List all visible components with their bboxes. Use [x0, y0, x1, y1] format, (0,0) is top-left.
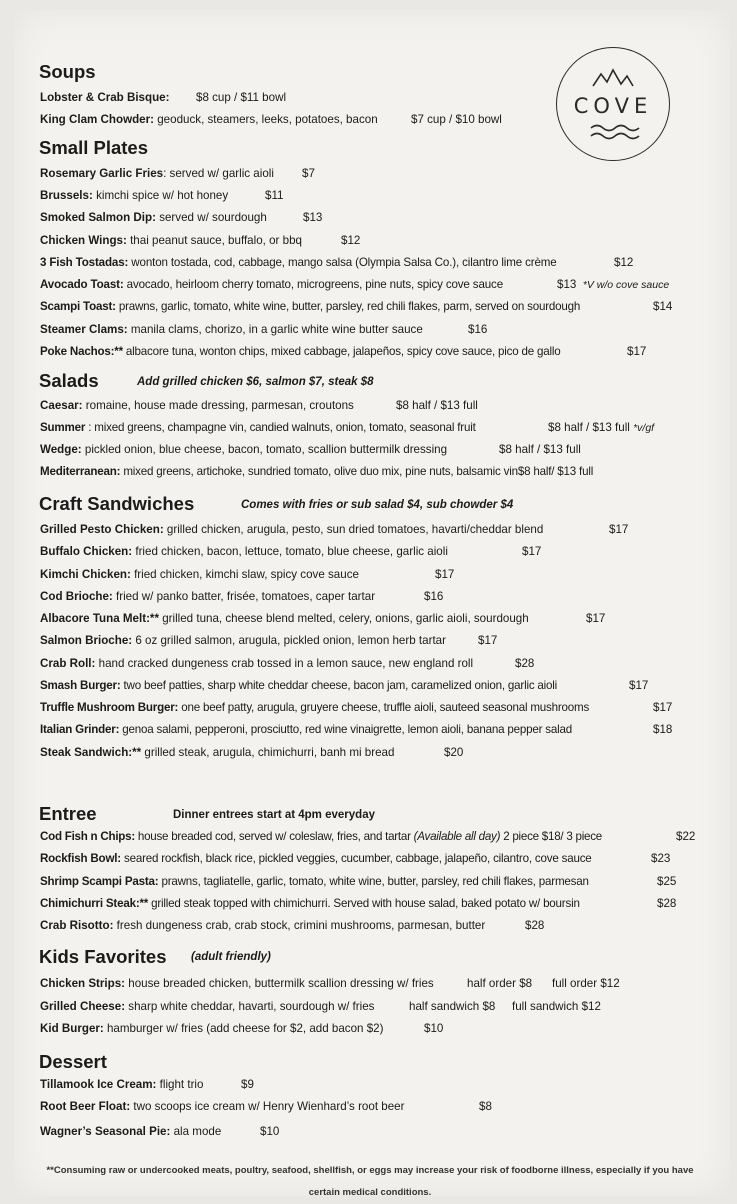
item-desc: one beef patty, arugula, gruyere cheese, truffle aioli, sauteed seasonal mushrooms [178, 701, 590, 714]
item-desc: hand cracked dungeness crab tossed in a lemon sauce, new england roll [95, 657, 474, 670]
item-price: $9 [241, 1078, 254, 1091]
menu-item [40, 746, 394, 759]
item-name: Steak Sandwich:** [40, 746, 142, 759]
menu-item [40, 91, 169, 104]
item-desc: wonton tostada, cod, cabbage, mango salsa (Olympia Salsa Co.), cilantro lime crème [128, 256, 557, 269]
menu-item [40, 612, 529, 625]
menu-item [40, 897, 580, 910]
item-price: $7 cup / $10 bowl [411, 113, 502, 126]
item-desc: prawns, tagliatelle, garlic, tomato, white wine, butter, parsley, red chili flakes, parmesan [158, 875, 589, 888]
item-desc: 6 oz grilled salmon, arugula, pickled onion, lemon herb tartar [132, 634, 446, 647]
disclaimer-line: certain medical conditions. [308, 1187, 432, 1198]
menu-item [40, 443, 447, 456]
disclaimer-line: **Consuming raw or undercooked meats, poultry, seafood, shellfish, or eggs may increase your risk of foodborne illness, especially if you have [46, 1165, 694, 1176]
section-title-small-plates: Small Plates [39, 137, 149, 158]
item-desc: flight trio [156, 1078, 204, 1091]
menu-item [40, 723, 572, 736]
menu-item [40, 977, 434, 990]
item-name: Chicken Strips: [40, 977, 126, 990]
item-name: Wedge: [40, 443, 82, 456]
item-name: Cod Fish n Chips: [40, 830, 135, 843]
menu-item [40, 657, 473, 670]
item-desc: fresh dungeness crab, crab stock, crimini mushrooms, parmesan, butter [113, 919, 486, 932]
item-name: 3 Fish Tostadas: [40, 256, 129, 269]
item-price: $12 [614, 256, 634, 269]
item-desc: avocado, heirloom cherry tomato, microgreens, pine nuts, spicy cove sauce [123, 278, 503, 291]
item-price: $25 [657, 875, 677, 888]
menu-item [40, 300, 580, 313]
section-title-salads: Salads [39, 370, 99, 391]
menu-item [40, 167, 274, 180]
item-price: $23 [651, 852, 671, 865]
item-price: $11 [265, 189, 284, 202]
item-name: King Clam Chowder: [40, 113, 155, 126]
section-title-entree: Entree [39, 803, 97, 824]
section-title-kids: Kids Favorites [39, 946, 167, 967]
menu-item [40, 278, 503, 291]
item-name: Buffalo Chicken: [40, 545, 133, 558]
item-price-value: $8 half / $13 full [548, 421, 630, 434]
item-price: $20 [444, 746, 464, 759]
item-option: full sandwich $12 [512, 1000, 601, 1013]
item-name: Grilled Pesto Chicken: [40, 523, 164, 536]
item-desc: grilled steak, arugula, chimichurri, banh mi bread [141, 746, 395, 759]
item-desc: : mixed greens, champagne vin, candied walnuts, onion, tomato, seasonal fruit [85, 421, 476, 434]
item-price: $28 [657, 897, 677, 910]
item-name: Lobster & Crab Bisque: [40, 91, 170, 104]
item-price: $22 [676, 830, 696, 843]
menu-item [40, 234, 302, 247]
item-name: Smoked Salmon Dip: [40, 211, 156, 224]
item-name: Steamer Clams: [40, 323, 128, 336]
item-name: Rockfish Bowl: [40, 852, 121, 865]
menu-item [40, 634, 446, 647]
item-price: $8 half / $13 full [499, 443, 581, 456]
item-name: Chimichurri Steak:** [40, 897, 149, 910]
menu-item [40, 545, 448, 558]
menu-item [40, 1022, 383, 1035]
item-desc: fried chicken, kimchi slaw, spicy cove sauce [130, 568, 359, 581]
menu-item [40, 568, 359, 581]
item-price: $8 [479, 1100, 492, 1113]
menu-item [40, 256, 557, 269]
menu-page [14, 10, 730, 1196]
menu-item [40, 211, 267, 224]
item-price: $16 [424, 590, 444, 603]
section-note: Comes with fries or sub salad $4, sub chowder $4 [241, 499, 514, 511]
item-name: Albacore Tuna Melt:** [40, 612, 159, 625]
item-note: *v/gf [633, 422, 655, 434]
menu-item [40, 852, 592, 865]
item-price: $10 [260, 1125, 280, 1138]
item-desc: geoduck, steamers, leeks, potatoes, bacon [154, 113, 378, 126]
item-price: $17 [653, 701, 673, 714]
menu-item [40, 323, 423, 336]
menu-item [40, 1125, 221, 1138]
item-name: Crab Risotto: [40, 919, 114, 932]
item-desc: albacore tuna, wonton chips, mixed cabbage, jalapeños, spicy cove sauce, pico de gallo [122, 345, 561, 358]
item-price: $8 half/ $13 full [517, 465, 594, 478]
item-name: Shrimp Scampi Pasta: [40, 875, 159, 888]
menu-item [40, 875, 589, 888]
item-desc: manila clams, chorizo, in a garlic white wine butter sauce [127, 323, 423, 336]
item-price: $17 [522, 545, 542, 558]
item-desc-portions: 2 piece $18/ 3 piece [500, 830, 602, 843]
menu-item [40, 830, 602, 843]
item-desc: hamburger w/ fries (add cheese for $2, add bacon $2) [103, 1022, 384, 1035]
item-name: Scampi Toast: [40, 300, 116, 313]
menu-item [40, 345, 561, 358]
item-name: Cod Brioche: [40, 590, 113, 603]
item-name: Summer [40, 421, 86, 434]
item-price: $17 [478, 634, 498, 647]
menu-item [40, 1078, 203, 1091]
item-desc: grilled chicken, arugula, pesto, sun dried tomatoes, havarti/cheddar blend [163, 523, 544, 536]
item-desc: ala mode [170, 1125, 222, 1138]
item-name: Truffle Mushroom Burger: [40, 701, 179, 714]
menu-item [40, 421, 476, 434]
menu-item [40, 399, 354, 412]
item-option: half order $8 [467, 977, 533, 990]
item-desc: pickled onion, blue cheese, bacon, tomato, scallion buttermilk dressing [81, 443, 448, 456]
section-note: Add grilled chicken $6, salmon $7, steak $8 [137, 376, 374, 388]
item-name: Poke Nachos:** [40, 345, 123, 358]
item-desc: romaine, house made dressing, parmesan, croutons [82, 399, 354, 412]
foodborne-illness-disclaimer [30, 1160, 710, 1204]
item-name: Grilled Cheese: [40, 1000, 126, 1013]
item-price: $28 [515, 657, 535, 670]
item-price: $17 [435, 568, 455, 581]
item-name: Brussels: [40, 189, 93, 202]
item-price [557, 278, 669, 291]
menu-item [40, 113, 378, 126]
item-price: $17 [629, 679, 649, 692]
item-name: Mediterranean: [40, 465, 121, 478]
item-price: $17 [627, 345, 647, 358]
menu-item [40, 590, 375, 603]
item-desc: : served w/ garlic aioli [163, 167, 274, 180]
item-price: $13 [303, 211, 323, 224]
item-name: Kimchi Chicken: [40, 568, 131, 581]
item-name: Kid Burger: [40, 1022, 104, 1035]
item-name: Crab Roll: [40, 657, 96, 670]
menu-item [40, 919, 485, 932]
item-desc: grilled tuna, cheese blend melted, celery, onions, garlic aioli, sourdough [158, 612, 529, 625]
item-desc: seared rockfish, black rice, pickled veggies, cucumber, cabbage, jalapeño, cilantro, cove sauce [120, 852, 592, 865]
item-price: $10 [424, 1022, 444, 1035]
menu-item [40, 523, 543, 536]
item-desc: two scoops ice cream w/ Henry Wienhard’s root beer [130, 1100, 405, 1113]
item-desc: served w/ sourdough [155, 211, 267, 224]
item-desc: house breaded cod, served w/ coleslaw, fries, and tartar [134, 830, 414, 843]
item-desc: house breaded chicken, buttermilk scallion dressing w/ fries [125, 977, 434, 990]
item-note: *V w/o cove sauce [582, 279, 670, 291]
item-price: $18 [653, 723, 673, 736]
item-name: Smash Burger: [40, 679, 121, 692]
section-title-dessert: Dessert [39, 1051, 107, 1072]
item-desc: two beef patties, sharp white cheddar cheese, bacon jam, caramelized onion, garlic aioli [120, 679, 558, 692]
menu-item [40, 679, 557, 692]
logo-text: COVE [573, 94, 653, 118]
item-desc: kimchi spice w/ hot honey [92, 189, 229, 202]
item-price [548, 421, 654, 434]
section-title-sandwiches: Craft Sandwiches [39, 493, 195, 514]
menu-item [40, 189, 228, 202]
item-price: $8 cup / $11 bowl [196, 91, 287, 104]
item-price: $8 half / $13 full [396, 399, 478, 412]
menu-item [40, 1000, 374, 1013]
item-price: $12 [341, 234, 361, 247]
item-name: Salmon Brioche: [40, 634, 133, 647]
wave-icon [557, 48, 669, 160]
item-name: Caesar: [40, 399, 83, 412]
item-name: Avocado Toast: [40, 278, 124, 291]
item-name: Tillamook Ice Cream: [40, 1078, 157, 1091]
item-desc: fried w/ panko batter, frisée, tomatoes, caper tartar [112, 590, 376, 603]
item-desc: fried chicken, bacon, lettuce, tomato, blue cheese, garlic aioli [132, 545, 448, 558]
menu-item [40, 1100, 404, 1113]
item-name: Italian Grinder: [40, 723, 120, 736]
item-name: Root Beer Float: [40, 1100, 131, 1113]
section-title-soups: Soups [39, 61, 96, 82]
item-desc-italic: (Available all day) [413, 830, 501, 843]
item-price: $14 [653, 300, 673, 313]
menu-item [40, 465, 593, 478]
menu-item [40, 701, 589, 714]
item-name: Wagner’s Seasonal Pie: [40, 1125, 171, 1138]
item-price: $17 [609, 523, 629, 536]
item-desc: sharp white cheddar, havarti, sourdough w/ fries [125, 1000, 375, 1013]
section-note: Dinner entrees start at 4pm everyday [173, 809, 375, 821]
item-price-value: $13 [557, 278, 577, 291]
item-name: Chicken Wings: [40, 234, 127, 247]
item-price: $17 [586, 612, 606, 625]
section-note: (adult friendly) [191, 951, 271, 963]
item-option: full order $12 [552, 977, 620, 990]
cove-logo [556, 47, 670, 161]
item-name: Rosemary Garlic Fries [40, 167, 164, 180]
item-desc: thai peanut sauce, buffalo, or bbq [126, 234, 302, 247]
item-desc: genoa salami, pepperoni, prosciutto, red wine vinaigrette, lemon aioli, banana pepper salad [119, 723, 572, 736]
item-price: $16 [468, 323, 488, 336]
item-desc: prawns, garlic, tomato, white wine, butter, parsley, red chili flakes, parm, served on sourdough [115, 300, 581, 313]
item-desc: mixed greens, artichoke, sundried tomato, olive duo mix, pine nuts, balsamic vin [120, 465, 518, 478]
item-price: $7 [302, 167, 315, 180]
item-price: $28 [525, 919, 545, 932]
item-option: half sandwich $8 [409, 1000, 496, 1013]
item-desc: grilled steak topped with chimichurri. Served with house salad, baked potato w/ boursin [148, 897, 580, 910]
